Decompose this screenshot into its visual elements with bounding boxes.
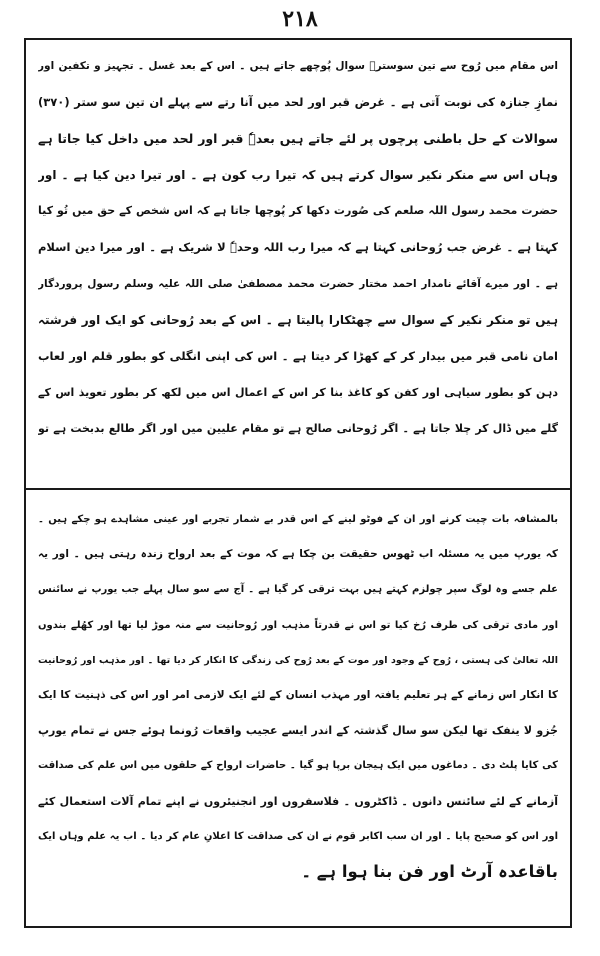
text-line: اس مقام میں رُوح سے تین سوسترؔ سوال پُوچھے جاتے ہیں ۔ اس کے بعد غسل ۔ تجہیز و تکفین اور xyxy=(38,60,558,72)
text-line: حضرت محمد رسول اللہ صلعم کی صُورت دکھا کر پُوچھا جاتا ہے کہ اس شخص کے حق میں تُو کیا xyxy=(38,204,558,218)
text-line: سوالات کے حل باطنی پرچوں پر لئے جاتے ہیں بعدہٗ قبر اور لحد میں داخل کیا جاتا ہے xyxy=(38,130,558,146)
section-divider xyxy=(26,488,570,490)
text-line: کا انکار اس زمانے کے ہر تعلیم یافتہ اور مہذب انسان کے لئے ایک لازمی امر اور اس کی ذہنیت کا ایک xyxy=(38,688,558,701)
top-text-block xyxy=(38,48,558,484)
page-frame xyxy=(24,38,572,928)
text-line: کہ یورپ میں یہ مسئلہ اب ٹھوس حقیقت بن چکا ہے کہ موت کے بعد ارواح زندہ رہتی ہیں ۔ اور یہ xyxy=(38,548,558,561)
text-line: نمازِ جنازہ کی نوبت آتی ہے ۔ غرض قبر اور لحد میں آنا رتے سے پہلے ان تین سو ستر (۳۷۰) xyxy=(38,95,558,110)
bottom-text-block xyxy=(38,502,558,922)
page-number: ۲۱۸ xyxy=(282,6,318,32)
text-line: علم جسے وہ لوگ سپر چولزم کہتے ہیں بہت ترقی کر گیا ہے ۔ آج سے سو سال پہلے جب یورپ نے سائنس xyxy=(38,584,558,596)
text-line: بالمشافہ بات چیت کرنے اور ان کے فوٹو لینے کے اس قدر بے شمار تجربے اور عینی مشاہدے ہو چکے ہیں ۔ xyxy=(38,514,558,525)
text-line: آزمانے کے لئے سائنس دانوں ۔ ڈاکٹروں ۔ فلاسفروں اور انجنیئروں نے اپنے تمام آلات استعمال کئے xyxy=(38,794,558,808)
text-line: اللہ تعالیٰ کی ہستی ، رُوح کے وجود اور موت کے بعد رُوح کی زندگی کا انکار کر دیا تھا ۔ اور مذہب اور رُوحانیت xyxy=(38,654,558,666)
text-line: جُزو لا ینفک تھا لیکن سو سال گذشتہ کے اندر ایسے عجیب واقعات رُونما ہوئے جس نے تمام یورپ xyxy=(38,724,558,738)
text-line: کی کایا پلٹ دی ۔ دماغوں میں ایک ہیجان برپا ہو گیا ۔ حاضرات ارواح کے حلقوں میں اس علم کی صداقت xyxy=(38,760,558,772)
text-line: گلے میں ڈال کر چلا جاتا ہے ۔ اگر رُوحانی صالح ہے تو مقام علیین میں اور اگر طالع بدبخت ہے تو xyxy=(38,421,558,435)
text-line: ہے ۔ اور میرے آقائے نامدار احمد مختار حضرت محمد مصطفیٰ صلی اللہ علیہ وسلم رسول پروردگار xyxy=(38,277,558,290)
text-line: باقاعدہ آرٹ اور فن بنا ہوا ہے ۔ xyxy=(301,861,558,881)
text-line: امان نامی قبر میں بیدار کر کے کھڑا کر دیتا ہے ۔ اس کی اپنی انگلی کو بطور قلم اور لعاب xyxy=(38,349,558,364)
text-line: دہن کو بطور سیاہی اور کفن کو کاغذ بنا کر اس کے اعمال اس میں لکھ کر بطور تعویذ اس کے xyxy=(38,385,558,399)
text-line: وہاں اس سے منکر نکیر سوال کرتے ہیں کہ تیرا رب کون ہے ۔ اور تیرا دین کیا ہے ۔ اور xyxy=(38,167,558,182)
text-line: اور اس کو صحیح پایا ۔ اور ان سب اکابر قوم نے ان کی صداقت کا اعلانِ عام کر دیا ۔ اب یہ علم وہاں ایک xyxy=(38,830,558,842)
text-line: اور مادی ترقی کی طرف رُخ کیا تو اس نے قدرتاً مذہب اور رُوحانیت سے منہ موڑ لیا تھا اور کھُلے بندوں xyxy=(38,619,558,631)
text-line: ہیں تو منکر نکیر کے سوال سے چھٹکارا پالیتا ہے ۔ اس کے بعد رُوحانی کو ایک اور فرشتہ xyxy=(38,313,558,328)
text-line: کہتا ہے ۔ غرض جب رُوحانی کہتا ہے کہ میرا رب اللہ وحدہٗ لا شریک ہے ۔ اور میرا دین اسلام xyxy=(38,240,558,255)
